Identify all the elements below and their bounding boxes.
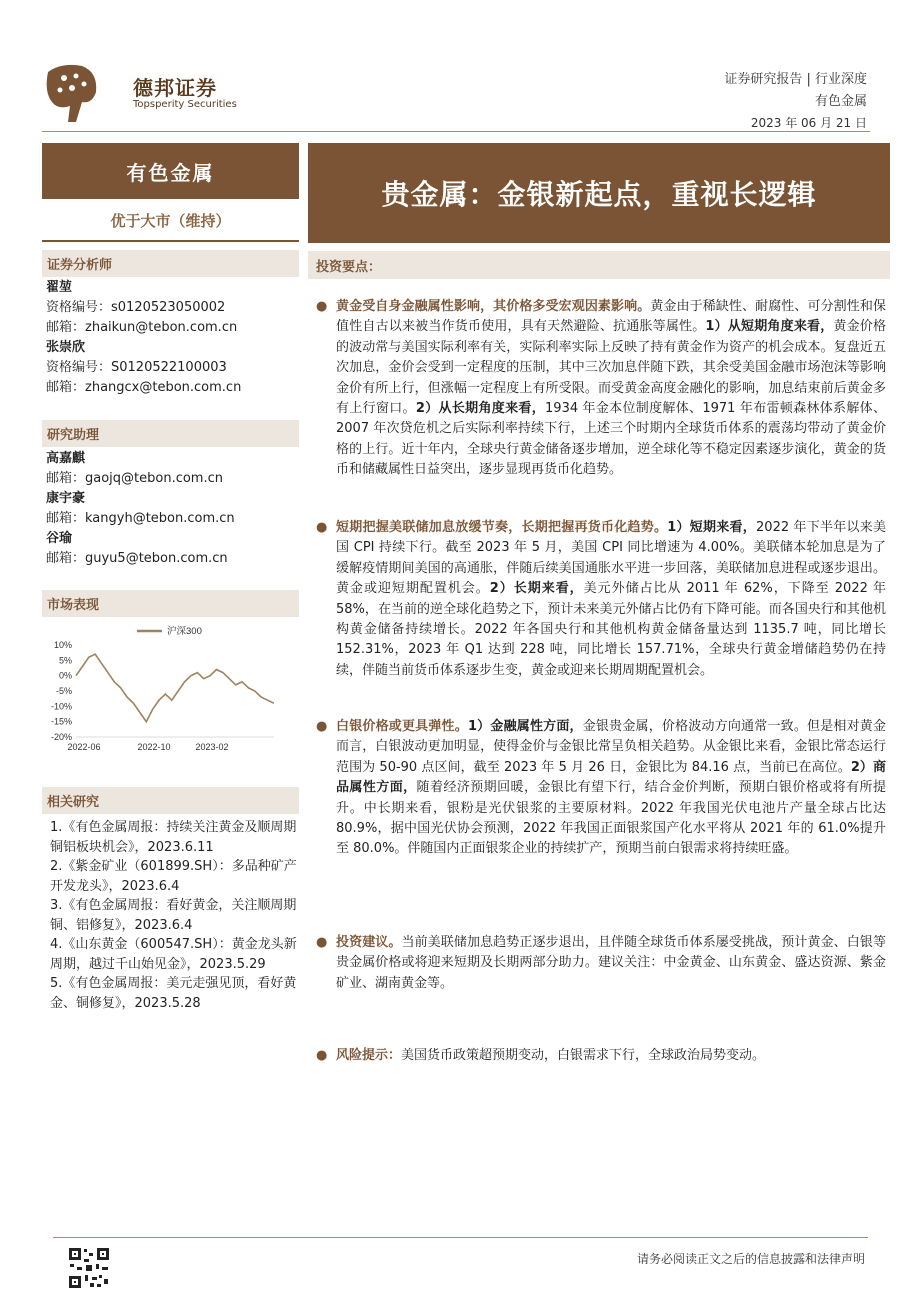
assistant-email[interactable]: 邮箱：kangyh@tebon.com.cn bbox=[46, 511, 235, 526]
paragraph-investment-advice bbox=[316, 933, 886, 994]
bullet-icon: ● bbox=[316, 299, 328, 314]
analyst-list bbox=[46, 278, 241, 398]
related-item[interactable]: 1.《有色金属周报：持续关注黄金及顺周期铜铝板块机会》，2023.6.11 bbox=[50, 820, 297, 855]
related-heading: 相关研究 bbox=[42, 787, 299, 814]
paragraph-bold: 2）长期来看， bbox=[489, 581, 584, 597]
footer-disclaimer: 请务必阅读正文之后的信息披露和法律声明 bbox=[636, 1252, 865, 1266]
analyst-email[interactable]: 邮箱：zhaikun@tebon.com.cn bbox=[46, 320, 238, 335]
x-tick-label: 2022-06 bbox=[67, 742, 101, 752]
related-list bbox=[50, 818, 298, 1013]
paragraph-bold: 2）从长期角度来看， bbox=[415, 401, 546, 417]
paragraph-text: 黄金由于稀缺性、耐腐性、可分割性和保值性自古以来被当作货币使用，具有天然避险、抗通胀等属性。 bbox=[336, 299, 886, 335]
paragraph-gold-attributes bbox=[316, 297, 886, 481]
report-type: 证券研究报告 | 行业深度 bbox=[724, 72, 867, 87]
analyst-heading: 证券分析师 bbox=[42, 250, 299, 277]
paragraph-lead: 短期把握美联储加息放缓节奏，长期把握再货币化趋势。 bbox=[336, 520, 668, 535]
paragraph-lead: 黄金受自身金融属性影响，其价格多受宏观因素影响。 bbox=[336, 299, 651, 314]
header-divider bbox=[42, 131, 870, 132]
bullet-icon: ● bbox=[316, 1048, 328, 1063]
y-tick-label: -10% bbox=[50, 701, 72, 712]
paragraph-text: 金银贵金属，价格波动方向通常一致。但是相对黄金而言，白银波动更加明显，使得金价与金银比常呈负相关趋势。从金银比来看，金银比常态运行范围为 50-90 点区间，截至 2023 年 5 月 26 日，金银比为 84.16 点，当前已在高位。 bbox=[336, 719, 886, 775]
x-tick-label: 2022-10 bbox=[137, 742, 171, 752]
report-date: 2023 年 06 月 21 日 bbox=[750, 116, 867, 130]
paragraph-lead: 投资建议。 bbox=[336, 935, 402, 950]
analyst-name: 翟堃 bbox=[46, 280, 73, 295]
y-tick-label: 10% bbox=[53, 640, 72, 650]
assistant-heading: 研究助理 bbox=[42, 420, 299, 447]
bullet-icon: ● bbox=[316, 719, 328, 734]
company-logo-icon bbox=[42, 62, 100, 128]
paragraph-text: 2022 年下半年以来美国 CPI 持续下行。截至 2023 年 5 月，美国 CPI 同比增速为 4.00%。美联储本轮加息是为了缓解疫情期间美国的高通胀，伴随后续美国通胀水平进一步回落，美联储加息进程或逐步退出。黄金或迎短期配置机会。 bbox=[336, 520, 886, 597]
assistant-email[interactable]: 邮箱：gaojq@tebon.com.cn bbox=[46, 471, 223, 486]
paragraph-text: 当前美联储加息趋势正逐步退出，且伴随全球货币体系屡受挑战，预计黄金、白银等贵金属价格或将迎来短期及长期两部分助力。建议关注：中金黄金、山东黄金、盛达资源、紫金矿业、湖南黄金等。 bbox=[336, 935, 886, 991]
rating-divider bbox=[42, 240, 299, 242]
x-tick-label: 2023-02 bbox=[195, 742, 229, 752]
analyst-name: 张崇欣 bbox=[46, 340, 86, 355]
paragraph-silver bbox=[316, 717, 886, 860]
logo-subtext: Topsperity Securities bbox=[133, 99, 237, 110]
sector-banner: 有色金属 bbox=[42, 143, 299, 199]
paragraph-lead: 白银价格或更具弹性。 bbox=[336, 719, 468, 734]
paragraph-text: 1934 年金本位制度解体、1971 年布雷顿森林体系解体、2007 年次贷危机之后实际利率持续下行，上述三个时期内全球货币体系的震荡均带动了黄金价格的上行。近十年内，全球央行黄金储备逐步增加，逆全球化等不稳定因素逐步演化，黄金的货币和储藏属性日益突出，逐步显现再货币化趋势。 bbox=[336, 401, 886, 478]
paragraph-risk bbox=[316, 1046, 886, 1066]
paragraph-text: 黄金价格的波动常与美国实际利率有关，实际利率实际上反映了持有黄金作为资产的机会成本。复盘近五次加息，金价会受到一定程度的压制，其中三次加息伴随下跌，其余受美国金融市场泡沫等影响金价有所上行，但涨幅一定程度上有所受限。而受黄金高度金融化的影响，加息结束前后黄金多有上行窗口。 bbox=[336, 319, 886, 417]
paragraph-bold: 1）从短期角度来看， bbox=[705, 319, 834, 335]
related-item[interactable]: 5.《有色金属周报：美元走强见顶，看好黄金、铜修复》，2023.5.28 bbox=[50, 976, 297, 1011]
analyst-cert: 资格编号：S0120522100003 bbox=[46, 360, 227, 375]
rating: 优于大市（维持） bbox=[110, 212, 231, 230]
y-tick-label: 0% bbox=[58, 670, 72, 681]
paragraph-bold: 2）商品属性方面， bbox=[336, 759, 887, 796]
qr-code-icon bbox=[68, 1247, 110, 1289]
assistant-name: 康宇豪 bbox=[46, 491, 86, 506]
logo-text: 德邦证券 bbox=[133, 76, 217, 100]
market-heading: 市场表现 bbox=[42, 590, 299, 617]
analyst-cert: 资格编号：s0120523050002 bbox=[46, 300, 226, 315]
paragraph-bold: 1）短期来看， bbox=[667, 520, 757, 535]
key-points-heading: 投资要点： bbox=[308, 251, 890, 279]
assistant-email[interactable]: 邮箱：guyu5@tebon.com.cn bbox=[46, 551, 228, 566]
series-line bbox=[76, 654, 274, 722]
assistant-name: 谷瑜 bbox=[46, 531, 73, 546]
report-title: 贵金属：金银新起点，重视长逻辑 bbox=[308, 143, 890, 243]
legend-label: 沪深300 bbox=[167, 626, 202, 637]
paragraph-bold: 1）金融属性方面， bbox=[467, 719, 583, 734]
performance-chart bbox=[42, 625, 299, 765]
footer-divider bbox=[53, 1237, 868, 1238]
y-tick-label: -5% bbox=[55, 686, 72, 696]
y-tick-label: -15% bbox=[50, 716, 72, 727]
y-tick-label: -20% bbox=[50, 732, 72, 742]
related-item[interactable]: 3.《有色金属周报：看好黄金，关注顺周期铜、铝修复》，2023.6.4 bbox=[50, 898, 297, 933]
paragraph-short-long-term bbox=[316, 518, 886, 681]
industry-label: 有色金属 bbox=[814, 94, 867, 109]
paragraph-text: 随着经济预期回暖，金银比有望下行，结合金价判断，预期白银价格或将有所提升。中长期来看，银粉是光伏银浆的主要原材料。2022 年我国光伏电池片产量全球占比达 80.9%，据中国光伏协会预测，2022 年我国正面银浆国产化水平将从 2021 年的 61.0%提升至 80.0%。伴随国内正面银浆企业的持续扩产，预期当前白银需求将持续旺盛。 bbox=[336, 780, 886, 857]
paragraph-text: 美元外储占比从 2011 年 62%，下降至 2022 年 58%，在当前的逆全球化趋势之下，预计未来美元外储占比仍有下降可能。而各国央行和其他机构黄金储备持续增长。2022 年各国央行和其他机构黄金储备量达到 1135.7 吨，同比增长 152.31%，2023 年 Q1 达到 228 吨，同比增长 157.71%，全球央行黄金增储趋势仍在持续，伴随当前货币体系逐步生变，黄金或迎来长期周期配置机会。 bbox=[336, 581, 886, 678]
assistant-list bbox=[46, 449, 235, 569]
bullet-icon: ● bbox=[316, 520, 328, 535]
analyst-email[interactable]: 邮箱：zhangcx@tebon.com.cn bbox=[46, 380, 242, 395]
related-item[interactable]: 4.《山东黄金（600547.SH）：黄金龙头新周期，越过千山始见金》，2023.5.29 bbox=[50, 937, 297, 972]
paragraph-text: 美国货币政策超预期变动，白银需求下行，全球政治局势变动。 bbox=[401, 1048, 766, 1063]
bullet-icon: ● bbox=[316, 935, 328, 950]
y-tick-label: 5% bbox=[58, 655, 72, 666]
paragraph-lead: 风险提示： bbox=[336, 1048, 402, 1063]
related-item[interactable]: 2.《紫金矿业（601899.SH）：多品种矿产开发龙头》，2023.6.4 bbox=[50, 859, 297, 894]
assistant-name: 高嘉麒 bbox=[46, 451, 86, 466]
